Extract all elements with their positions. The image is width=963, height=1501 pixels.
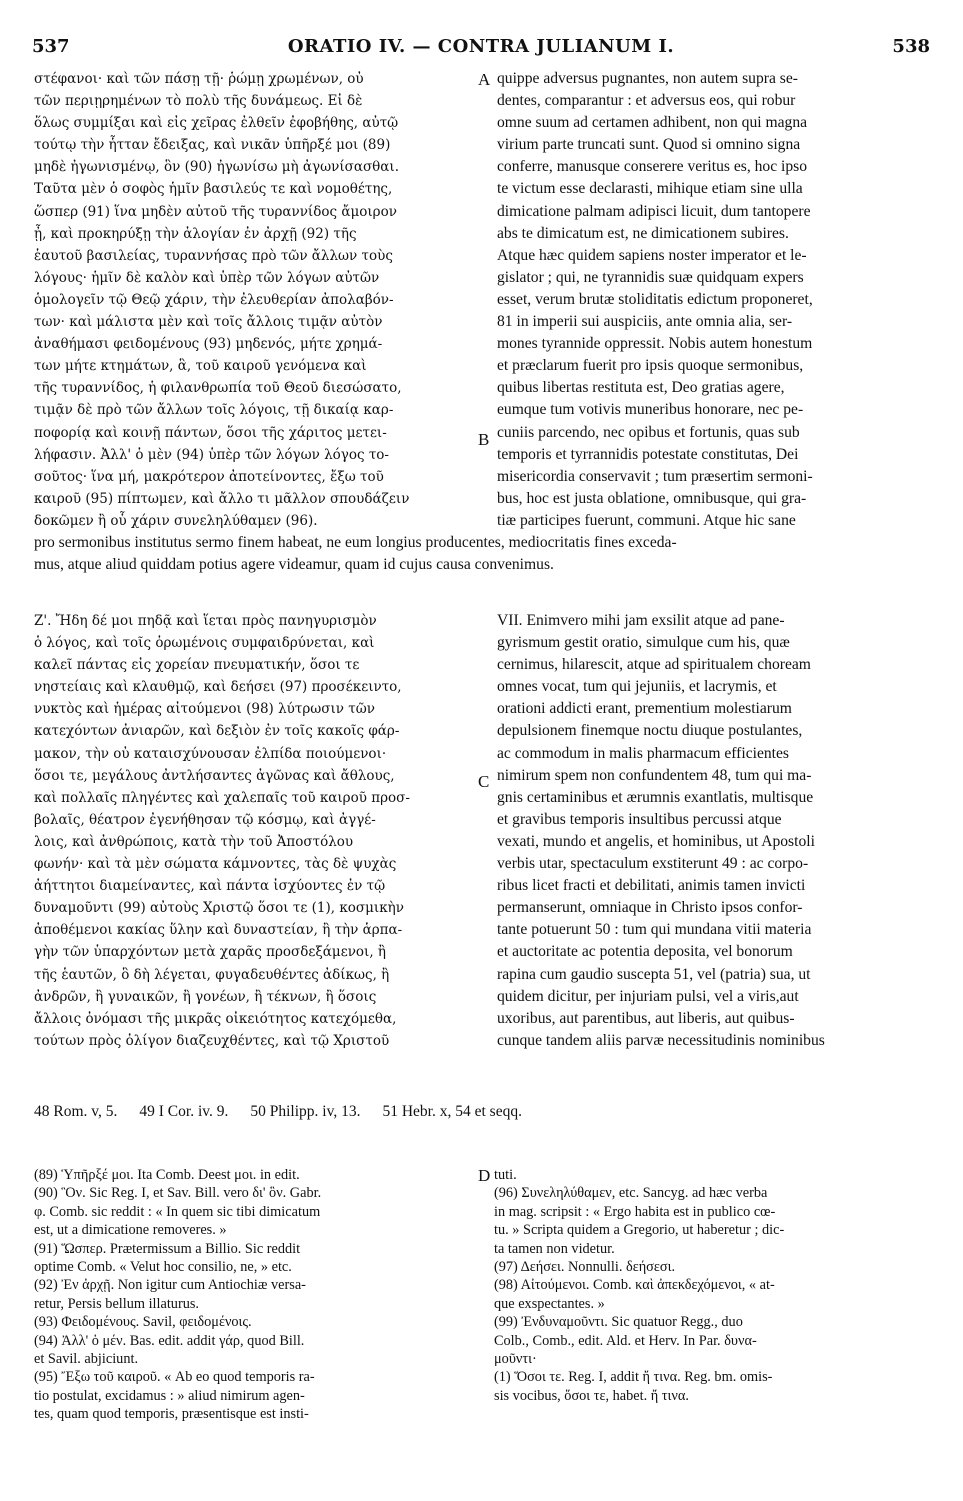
greek-line: λόγους· ἡμῖν δὲ καλὸν καὶ ὑπὲρ τῶν λόγων αὐτῶν: [34, 269, 380, 286]
greek-line: τῆς ἑαυτῶν, ὃ δὴ λέγεται, φυγαδευθέντες ἀδίκως, ἢ: [34, 966, 390, 983]
greek-line: ἄλλοις ὀνόμασι τῆς μικρᾶς οἰκειότητος κατεχόμεθα,: [34, 1010, 397, 1027]
latin-line: dimicatione palmam adipisci licuit, dum tantopere: [497, 202, 811, 220]
footnote-line: φ. Comb. sic reddit : « In quem sic tibi dimicatum: [34, 1203, 321, 1220]
section-marker-d: D: [478, 1166, 491, 1185]
footnotes-right: [494, 1166, 934, 1405]
greek-line: καιροῦ (95) πίπτωμεν, καὶ ἄλλο τι μᾶλλον σπουδάζειν: [34, 490, 410, 507]
latin-line: Atque hæc quidem sapiens noster imperator et le-: [497, 246, 807, 264]
footnote-line: que exspectantes. »: [494, 1295, 605, 1312]
latin-line: virium parte truncati sunt. Quod si omnino signa: [497, 136, 801, 154]
greek-line: ποφορίᾳ καὶ κοινῇ πάντων, ὅσοι τῆς χάριτος μετει-: [34, 424, 387, 441]
greek-line: ὅσοι τε, μεγάλους ἀντλήσαντες ἀγῶνας καὶ ἄθλους,: [34, 767, 395, 784]
greek-line: νηστείαις καὶ κλαυθμῷ, καὶ δεήσει (97) προσέκειντο,: [34, 679, 402, 696]
greek-line: τῆς τυραννίδος, ἡ φιλανθρωπία τοῦ Θεοῦ διεσώσατο,: [34, 380, 402, 397]
full-width-text: [34, 532, 934, 576]
footnote-line: (99) Ἐνδυναμοῦντι. Sic quatuor Regg., duo: [494, 1314, 743, 1331]
greek-line: τιμᾷν δὲ πρὸ τῶν ἄλλων τοῖς λόγοις, τῇ δικαίᾳ καρ-: [34, 402, 394, 419]
greek-column-upper: [34, 68, 489, 532]
latin-line: ac commodum in malis pharmacum efficientes: [497, 744, 790, 762]
full-width-line: pro sermonibus institutus sermo finem habeat, ne eum longius producentes, mediocritatis fines exceda-: [34, 534, 677, 551]
footnote-line: (91) Ὥσπερ. Prætermissum a Billio. Sic reddit: [34, 1240, 301, 1257]
latin-line: esset, verum brutæ stoliditatis edictum proponeret,: [497, 290, 813, 308]
greek-line: ὅλως συμμίξαι καὶ εἰς χεῖρας ἐλθεῖν ἐφοβήθης, αὐτῷ: [34, 115, 399, 132]
latin-line: mones tyrannide oppressit. Nobis autem honestum: [497, 335, 813, 353]
latin-line: et auctoritate ac potentia deposita, vel bonorum: [497, 943, 793, 961]
latin-line: ribus licet fracti et debilitati, animis tamen invicti: [497, 877, 806, 895]
footnote-line: (89) Ὑπῆρξέ μοι. Ita Comb. Deest μοι. in edit.: [34, 1167, 300, 1183]
greek-line: τῶν περιῃρημένων τὸ πολὺ τῆς δυνάμεως. Εἰ δὲ: [34, 93, 363, 110]
footnote-line: (98) Αἰτούμενοι. Comb. καὶ ἀπεκδεχόμενοι, « at-: [494, 1277, 775, 1294]
greek-line: μηδὲ ἠγωνισμένῳ, ὃν (90) ἠγωνίσω μὴ ἀγωνίσασθαι.: [34, 159, 400, 176]
latin-line: quippe adversus pugnantes, non autem supra se-: [497, 70, 798, 87]
latin-line: orationi addicti erant, prementium molestiarum: [497, 700, 792, 718]
greek-line: ἀναθήμασι φειδομένους (93) μηδενός, μήτε χρημά-: [34, 336, 383, 353]
greek-line: Ταῦτα μὲν ὁ σοφὸς ἡμῖν βασιλεύς τε καὶ νομοθέτης,: [34, 181, 393, 198]
latin-line: bus, hoc est justa oblatione, omnibusque, qui gra-: [497, 489, 807, 507]
footnote-line: tuti.: [494, 1167, 517, 1183]
greek-line: δυναμοῦντι (99) αὐτοὺς Χριστῷ ὅσοι τε (1), κοσμικὴν: [34, 900, 404, 917]
page-number-right: 538: [892, 36, 930, 57]
full-width-line: mus, atque aliud quiddam potius agere videamur, quam id cujus causa convenimus.: [34, 556, 554, 574]
reference-item: 48 Rom. v, 5.: [34, 1103, 118, 1120]
greek-line: καὶ πολλαῖς πληγέντες καὶ χαλεπαῖς τοῦ καιροῦ προσ-: [34, 789, 410, 806]
latin-line: te victum esse declarasti, mihique etiam sine ulla: [497, 180, 803, 198]
footnote-line: (1) Ὅσοι τε. Reg. I, addit ἤ τινα. Reg. bm. omis-: [494, 1369, 773, 1386]
greek-line: τούτων πρὸς ὀλίγον διαζευχθέντες, καὶ τῷ Χριστοῦ: [34, 1032, 390, 1049]
latin-line: et præclarum fuerit pro ipsis quoque sermonibus,: [497, 357, 804, 375]
footnote-line: (93) Φειδομένους. Savil, φειδομένοις.: [34, 1314, 252, 1331]
latin-line: temporis et tyrrannidis potestate constitutas, Dei: [497, 445, 799, 463]
greek-line: φωνήν· καὶ τὰ μὲν σώματα κάμνοντες, τὰς δὲ ψυχὰς: [34, 856, 397, 873]
greek-line: γὴν τῶν ὑπαρχόντων μετὰ χαρᾶς προσδεξάμενοι, ἢ: [34, 944, 386, 961]
footnote-line: et Savil. abjiciunt.: [34, 1350, 139, 1367]
latin-line: abs te dimicatum est, ne dimicationem subires.: [497, 224, 789, 242]
greek-line: καλεῖ πάντας εἰς χορείαν πνευματικήν, ὅσοι τε: [34, 657, 360, 674]
latin-line: gnis certaminibus et ærumnis exantlatis, multisque: [497, 788, 814, 806]
latin-line: cuniis parcendo, nec opibus et fortunis, quas sub: [497, 423, 800, 441]
greek-line: λοις, καὶ ἀνθρώποις, κατὰ τὴν τοῦ Ἀποστόλου: [34, 833, 354, 850]
greek-line: μακον, τὴν οὐ καταισχύνουσαν ἐλπίδα ποιούμενοι·: [34, 745, 387, 762]
greek-line: νυκτὸς καὶ ἡμέρας αἰτούμενοι (98) λύτρωσιν τῶν: [34, 701, 375, 718]
footnote-line: (90) Ὃν. Sic Reg. I, et Sav. Bill. vero δι' ὃν. Gabr.: [34, 1185, 322, 1202]
greek-line: δοκῶμεν ἢ οὗ χάριν συνεληλύθαμεν (96).: [34, 512, 318, 529]
greek-line: ἀποθέμενοι κακίας ὕλην καὶ δυναστείαν, ἢ τὴν ἁρπα-: [34, 922, 403, 939]
footnote-line: (95) Ἔξω τοῦ καιροῦ. « Ab eo quod temporis ra-: [34, 1369, 315, 1386]
latin-line: et gravibus temporis insultibus percussi atque: [497, 810, 782, 828]
latin-line: tiæ participes fuerunt, communi. Atque hic sane: [497, 511, 796, 529]
reference-item: 50 Philipp. iv, 13.: [250, 1103, 361, 1120]
latin-column-upper: [497, 68, 933, 532]
latin-line: omne suum ad certamen adhibent, non qui magna: [497, 114, 808, 132]
footnote-line: (94) Ἀλλ' ὁ μέν. Bas. edit. addit γάρ, quod Bill.: [34, 1332, 305, 1349]
greek-line: τούτῳ τὴν ἧτταν ἔδειξας, καὶ νικᾶν ὑπῆρξέ μοι (89): [34, 137, 391, 154]
latin-line: 81 in imperii sui auspiciis, ante omnia alia, ser-: [497, 313, 793, 331]
greek-line: των μήτε κτημάτων, ἃ, τοῦ καιροῦ γενόμενα καὶ: [34, 358, 367, 375]
latin-line: gyrismum gestit oratio, simulque cum his, quæ: [497, 634, 790, 652]
footnote-line: in mag. scripsit : « Ergo habita est in publico cœ-: [494, 1203, 776, 1220]
latin-line: rapina cum gaudio suscepta 51, vel (patria) sua, ut: [497, 965, 811, 983]
footnote-line: optime Comb. « Velut hoc consilio, ne, » etc.: [34, 1258, 292, 1275]
greek-line: ἀήττητοι διαμείναντες, καὶ πάντα ἰσχύοντες ἐν τῷ: [34, 878, 386, 895]
reference-item: 51 Hebr. x, 54 et seqq.: [382, 1103, 522, 1120]
latin-line: depulsionem finemque noctu diuque postulantes,: [497, 722, 803, 740]
greek-line: βολαῖς, θέατρον ἐγενήθησαν τῷ κόσμῳ, καὶ ἀγγέ-: [34, 811, 376, 828]
running-title: ORATIO IV. — CONTRA JULIANUM I.: [287, 36, 675, 57]
greek-line: ἑαυτοῦ βασιλείας, τυραννήσας πρὸ τῶν ἄλλων τοὺς: [34, 247, 393, 264]
footnote-line: (97) Δεήσει. Nonnulli. δεήσεσι.: [494, 1258, 676, 1275]
greek-line: ὁ λόγος, καὶ τοῖς ὁρωμένοις συμφαιδρύνεται, καὶ: [34, 635, 375, 652]
latin-line: nimirum spem non confundentem 48, tum qui ma-: [497, 766, 812, 784]
scripture-references: [34, 1103, 544, 1121]
section-marker-b: B: [478, 430, 490, 449]
footnote-line: sis vocibus, ὅσοι τε, habet. ἤ τινα.: [494, 1387, 689, 1404]
latin-line: vexati, mundo et angelis, et hominibus, ut Apostoli: [497, 832, 815, 850]
latin-line: quidem dicitur, per injuriam pulsi, vel a viris,aut: [497, 987, 799, 1005]
footnote-line: (96) Συνεληλύθαμεν, etc. Sancyg. ad hæc verba: [494, 1185, 768, 1202]
footnotes-left: [34, 1166, 480, 1423]
section-marker-c: C: [478, 772, 490, 791]
greek-line: ὁμολογεῖν τῷ Θεῷ χάριν, τὴν ἐλευθερίαν ἀπολαβόν-: [34, 291, 394, 308]
page-number-left: 537: [32, 36, 70, 57]
footnote-line: ta tamen non videtur.: [494, 1240, 615, 1257]
latin-line: uxoribus, aut parentibus, aut liberis, aut quibus-: [497, 1009, 795, 1027]
latin-line: VII. Enimvero mihi jam exsilit atque ad pane-: [497, 612, 785, 629]
latin-line: tante potuerunt 50 : tum qui mundana vitii materia: [497, 921, 812, 939]
page-header: [32, 36, 930, 62]
latin-line: permanserunt, omniaque in Christo ipsos confor-: [497, 899, 803, 917]
greek-line: ᾖ, καὶ προκηρύξῃ τὴν ἀλογίαν ἐν ἀρχῇ (92) τῆς: [34, 225, 357, 242]
latin-line: dentes, comparantur : et adversus eos, qui robur: [497, 92, 796, 110]
footnote-line: tu. » Scripta quidem a Gregorio, ut haberetur ; dic-: [494, 1222, 785, 1239]
footnote-line: Colb., Comb., edit. Ald. et Herv. In Par. δυνα-: [494, 1332, 757, 1349]
latin-column-lower: [497, 610, 933, 1052]
section-marker-a: A: [478, 70, 491, 89]
latin-line: cunque tandem aliis parvæ necessitudinis nominibus: [497, 1031, 825, 1049]
latin-line: verbis utar, spectaculum exstiterunt 49 : ac corpo-: [497, 855, 809, 873]
latin-line: quibus libertas restituta est, Deo gratias agere,: [497, 379, 785, 397]
reference-item: 49 I Cor. iv. 9.: [139, 1103, 229, 1120]
greek-line: των· καὶ μάλιστα μὲν καὶ τοῖς ἄλλοις τιμᾷν αὐτὸν: [34, 314, 383, 331]
greek-line: σοῦτος· ἵνα μή, μακρότερον ἀποτείνοντες, ἔξω τοῦ: [34, 468, 384, 485]
latin-line: eumque tum votivis muneribus honorare, nec pe-: [497, 401, 804, 419]
greek-line: στέφανοι· καὶ τῶν πάσῃ τῇ· ῥώμῃ χρωμένων, οὐ: [34, 71, 364, 87]
greek-column-lower: [34, 610, 489, 1052]
latin-line: misericordia conservavit ; tum præsertim sermoni-: [497, 467, 813, 485]
latin-line: gislator ; qui, ne tyrannidis suæ quidquam expers: [497, 268, 804, 286]
footnote-line: est, ut a dimicatione removeres. »: [34, 1222, 227, 1239]
greek-line: λήφασιν. Ἀλλ' ὁ μὲν (94) ὑπὲρ τῶν λόγων λόγος το-: [34, 446, 389, 463]
latin-line: omnes vocat, tum qui jejuniis, et lacrymis, et: [497, 678, 777, 696]
footnote-line: tes, quam quod temporis, præsentisque est insti-: [34, 1406, 309, 1423]
greek-line: κατεχόντων ἀνιαρῶν, καὶ δεξιὸν ἐν τοῖς κακοῖς φάρ-: [34, 723, 400, 740]
footnote-line: μοῦντι·: [494, 1350, 537, 1367]
latin-line: conferre, manusque conserere veritus es, hoc ipso: [497, 158, 808, 176]
footnote-line: retur, Persis bellum illaturus.: [34, 1295, 200, 1312]
footnote-line: (92) Ἐν ἀρχῇ. Non igitur cum Antiochiæ versa-: [34, 1277, 306, 1294]
footnote-line: tio postulat, excidamus : » aliud nimirum agen-: [34, 1387, 305, 1404]
greek-line: ἀνδρῶν, ἢ γυναικῶν, ἢ γονέων, ἢ τέκνων, ἢ ὅσοις: [34, 988, 377, 1005]
greek-line: ὥσπερ (91) ἵνα μηδὲν αὐτοῦ τῆς τυραννίδος ἄμοιρον: [34, 203, 397, 220]
greek-line: Ζ'. Ἤδη δέ μοι πηδᾷ καὶ ἵεται πρὸς πανηγυρισμὸν: [34, 613, 377, 629]
latin-line: cernimus, hilarescit, atque ad spiritualem choream: [497, 656, 811, 674]
